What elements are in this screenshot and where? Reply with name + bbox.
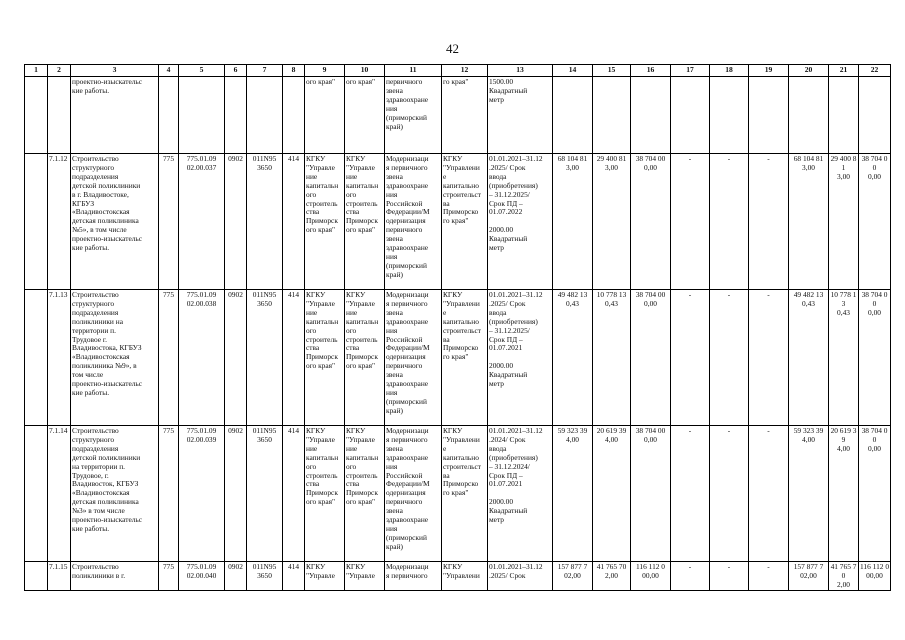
executor-cell: КГКУ "Управлени е капитально строительст ва Приморско го края" [442,426,488,562]
code-cell: 414 [283,290,305,426]
header-cell: 7 [247,65,283,77]
header-cell: 21 [829,65,859,77]
amount-cell: 29 400 81 3,00 [829,154,859,290]
terms-cell: 1500.00 Квадратный метр [488,77,553,154]
row-number-cell: 7.1.13 [48,290,71,426]
header-cell: 5 [179,65,225,77]
amount-cell: - [710,562,749,591]
amount-cell: - [671,154,710,290]
project-cell: Модернизаци я первичного [385,562,442,591]
header-cell: 10 [345,65,385,77]
amount-cell: - [710,290,749,426]
header-cell: 16 [631,65,671,77]
amount-cell: 20 619 39 4,00 [593,426,631,562]
amount-cell: 157 877 7 02,00 [553,562,593,591]
amount-cell: 38 704 00 0,00 [631,290,671,426]
amount-cell: 38 704 00 0,00 [631,154,671,290]
header-cell: 22 [859,65,891,77]
amount-cell: 116 112 0 00,00 [859,562,891,591]
header-cell: 17 [671,65,710,77]
table-row [25,426,891,562]
amount-cell: - [749,426,789,562]
amount-cell: - [710,154,749,290]
amount-cell: - [671,562,710,591]
header-cell: 8 [283,65,305,77]
table-row [25,290,891,426]
project-cell: Модернизаци я первичного звена здравоохране ния Российской Федерации/М одернизация первичного звена здравоохране ния (приморский край) [385,290,442,426]
amount-cell: - [749,562,789,591]
amount-cell: 38 704 00 0,00 [631,426,671,562]
terms-cell: 01.01.2021–31.12 .2025/ Срок ввода (приобретения) – 31.12.2025/ Срок ПД – 01.07.2022 2000.00 Квадратный метр [488,154,553,290]
code-cell: 0902 [225,562,247,591]
code-cell: 414 [283,562,305,591]
project-cell: Модернизаци я первичного звена здравоохране ния Российской Федерации/М одернизация первичного звена здравоохране ния (приморский край) [385,426,442,562]
amount-cell: 68 104 81 3,00 [553,154,593,290]
customer-cell: КГКУ "Управле [305,562,345,591]
amount-cell: - [671,426,710,562]
amount-cell: 38 704 00 0,00 [859,426,891,562]
amount-cell: - [749,154,789,290]
code-cell: 0902 [225,426,247,562]
amount-cell: 29 400 81 3,00 [593,154,631,290]
project-cell: Модернизаци я первичного звена здравоохране ния Российской Федерации/М одернизация первичного звена здравоохране ния (приморский край) [385,154,442,290]
row-number-cell: 7.1.12 [48,154,71,290]
code-cell: 414 [283,154,305,290]
code-cell: 775 [159,562,179,591]
object-name-cell: Строительство структурного подразделения детской поликлиники на территории п. Трудовое, г. Владивосток, КГБУЗ «Владивостокская детская поликлиника №3» в том числе проектно-изыскательс кие работы. [71,426,159,562]
amount-cell: 10 778 13 0,43 [829,290,859,426]
header-cell: 15 [593,65,631,77]
code-cell: 775.01.09 02.00.037 [179,154,225,290]
amount-cell: 38 704 00 0,00 [859,290,891,426]
executor-cell: го края" [442,77,488,154]
customer-cell: КГКУ "Управле ние капитальн ого строитель ства Приморск ого края" [305,426,345,562]
header-cell: 14 [553,65,593,77]
code-cell: 011N95 3650 [247,290,283,426]
amount-cell: 49 482 13 0,43 [553,290,593,426]
amount-cell: 10 778 13 0,43 [593,290,631,426]
amount-cell: 59 323 39 4,00 [789,426,829,562]
project-cell: первичного звена здравоохране ния (приморский край) [385,77,442,154]
code-cell: 0902 [225,154,247,290]
header-cell: 2 [48,65,71,77]
header-cell: 19 [749,65,789,77]
object-name-cell: Строительство поликлиники в г. [71,562,159,591]
amount-cell: 116 112 0 00,00 [631,562,671,591]
customer-cell: КГКУ "Управле ние капитальн ого строитель ства Приморск ого края" [305,290,345,426]
code-cell: 775 [159,154,179,290]
developer-cell: КГКУ "Управле [345,562,385,591]
row-number-cell: 7.1.15 [48,562,71,591]
amount-cell: 49 482 13 0,43 [789,290,829,426]
continuation-row [25,77,891,154]
code-cell: 011N95 3650 [247,426,283,562]
terms-cell: 01.01.2021–31.12 .2025/ Срок ввода (приобретения) – 31.12.2025/ Срок ПД – 01.07.2021 2000.00 Квадратный метр [488,290,553,426]
header-cell: 3 [71,65,159,77]
header-cell: 18 [710,65,749,77]
header-cell: 9 [305,65,345,77]
amount-cell: 157 877 7 02,00 [789,562,829,591]
amount-cell: 59 323 39 4,00 [553,426,593,562]
code-cell: 414 [283,426,305,562]
amount-cell: - [749,290,789,426]
header-cell: 6 [225,65,247,77]
developer-cell: КГКУ "Управле ние капитальн ого строитель ства Приморск ого края" [345,426,385,562]
code-cell: 775.01.09 02.00.040 [179,562,225,591]
header-cell: 4 [159,65,179,77]
executor-cell: КГКУ "Управлени е капитально строительст ва Приморско го края" [442,154,488,290]
terms-cell: 01.01.2021–31.12 .2025/ Срок [488,562,553,591]
header-cell: 11 [385,65,442,77]
code-cell: 775.01.09 02.00.039 [179,426,225,562]
header-cell: 12 [442,65,488,77]
table-row [25,562,891,591]
header-row [25,65,891,77]
developer-cell: КГКУ "Управле ние капитальн ого строитель ства Приморск ого края" [345,290,385,426]
object-name-cell: проектно-изыскательс кие работы. [71,77,159,154]
developer-cell: КГКУ "Управле ние капитальн ого строитель ства Приморск ого края" [345,154,385,290]
amount-cell: 41 765 70 2,00 [829,562,859,591]
object-name-cell: Строительство структурного подразделения детской поликлиники в г. Владивостоке, КГБУЗ «Владивостокская детская поликлиника №5», в том числе проектно-изыскательс кие работы. [71,154,159,290]
code-cell: 011N95 3650 [247,562,283,591]
amount-cell: - [671,290,710,426]
header-cell: 13 [488,65,553,77]
header-cell: 1 [25,65,48,77]
budget-table [24,64,891,591]
code-cell: 775.01.09 02.00.038 [179,290,225,426]
code-cell: 0902 [225,290,247,426]
code-cell: 775 [159,426,179,562]
executor-cell: КГКУ "Управлени е капитально строительст ва Приморско го края" [442,290,488,426]
code-cell: 775 [159,290,179,426]
amount-cell: - [710,426,749,562]
customer-cell: КГКУ "Управле ние капитальн ого строитель ства Приморск ого края" [305,154,345,290]
customer-cell: ого края" [305,77,345,154]
executor-cell: КГКУ "Управлени [442,562,488,591]
code-cell: 011N95 3650 [247,154,283,290]
header-cell: 20 [789,65,829,77]
table-row [25,154,891,290]
developer-cell: ого края" [345,77,385,154]
amount-cell: 68 104 81 3,00 [789,154,829,290]
row-number-cell: 7.1.14 [48,426,71,562]
amount-cell: 41 765 70 2,00 [593,562,631,591]
amount-cell: 20 619 39 4,00 [829,426,859,562]
object-name-cell: Строительство структурного подразделения поликлиники на территории п. Трудовое г. Владивостока, КГБУЗ «Владивостокская поликлиника №9», в том числе проектно-изыскательс кие работы. [71,290,159,426]
terms-cell: 01.01.2021–31.12 .2024/ Срок ввода (приобретения) – 31.12.2024/ Срок ПД – 01.07.2021 2000.00 Квадратный метр [488,426,553,562]
page-number: 42 [446,41,459,56]
amount-cell: 38 704 00 0,00 [859,154,891,290]
